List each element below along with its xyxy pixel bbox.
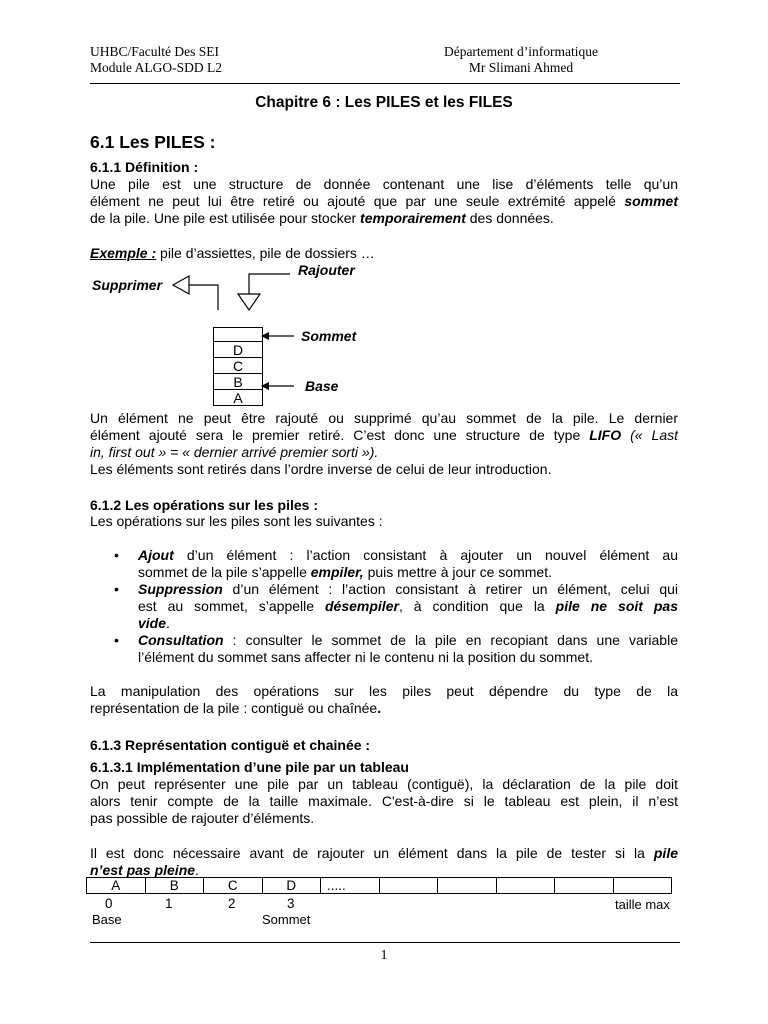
array-cell: D — [262, 878, 321, 894]
stack-cell-empty — [214, 328, 263, 342]
impl-paragraph — [90, 776, 678, 827]
definition-line: Une pile est une structure de donnée contenant une lise d’éléments telle qu’un — [90, 176, 678, 192]
supprimer-arrow-head-icon — [173, 276, 189, 294]
array-index: 0 — [105, 896, 113, 911]
manipulation-text: représentation de la pile : contiguë ou chaînée — [90, 700, 378, 716]
definition-paragraph — [90, 176, 678, 227]
bullet-text: d’un élément : l’action consistant à retirer un élément, celui qui — [222, 581, 678, 597]
array-cell — [379, 878, 438, 894]
example-text: pile d’assiettes, pile de dossiers … — [156, 245, 375, 261]
term-desempiler: désempiler — [325, 598, 399, 614]
lifo-line: Les éléments sont retirés dans l’ordre inverse de celui de leur introduction. — [90, 461, 552, 477]
term-temporairement: temporairement — [360, 210, 466, 226]
operations-list — [110, 547, 678, 666]
pointer-arrows — [258, 328, 300, 394]
header-rule — [90, 83, 680, 84]
stack-cell: C — [214, 358, 263, 374]
array-cell — [496, 878, 555, 894]
array-cell: C — [204, 878, 263, 894]
manipulation-text: . — [377, 700, 382, 716]
array-table — [86, 877, 672, 894]
header-author: Mr Slimani Ahmed — [468, 60, 574, 75]
lifo-paragraph — [90, 410, 678, 478]
term-pile: pile — [653, 845, 678, 861]
stack-cell: B — [214, 374, 263, 390]
section-6-1-3-1-heading: 6.1.3.1 Implémentation d’une pile par un tableau — [90, 759, 409, 775]
label-sommet: Sommet — [301, 328, 357, 344]
rajouter-arrow-line — [249, 274, 290, 294]
bullet-text: , à condition que la — [398, 598, 556, 614]
label-rajouter: Rajouter — [298, 262, 355, 278]
test-text: Il est donc nécessaire avant de rajouter un élément dans la pile de tester si la — [90, 845, 654, 861]
supprimer-arrow-line — [189, 285, 218, 310]
stack-cell: A — [214, 390, 263, 406]
definition-text: de la pile. Une pile est utilisée pour stocker — [90, 210, 361, 226]
label-taille-max: taille max — [615, 897, 670, 912]
header-module: Module ALGO-SDD L2 — [90, 60, 222, 75]
label-supprimer: Supprimer — [92, 277, 163, 293]
definition-text: des données. — [465, 210, 554, 226]
section-6-1-2-heading: 6.1.2 Les opérations sur les piles : — [90, 497, 318, 513]
page-number: 1 — [380, 948, 388, 963]
header-right — [432, 44, 610, 76]
section-6-1-3-heading: 6.1.3 Représentation contiguë et chainée : — [90, 737, 371, 753]
term-pas-pleine: n’est pas pleine — [90, 862, 196, 878]
bullet-text: : consulter le sommet de la pile en recopiant dans une variable — [223, 632, 678, 648]
bullet-text: l’élément du sommet sans affecter ni le contenu ni la position du sommet. — [138, 649, 593, 665]
array-index: 1 — [165, 896, 173, 911]
test-text: . — [195, 862, 199, 878]
array-cell: B — [145, 878, 204, 894]
header-left — [90, 44, 222, 76]
term-vide: vide — [138, 615, 167, 631]
array-cell — [613, 878, 672, 894]
lifo-line: in, first out » = « dernier arrivé premier sorti »). — [90, 444, 379, 460]
bullet-text: d’un élément : l’action consistant à ajouter un nouvel élément au — [173, 547, 678, 563]
label-array-sommet: Sommet — [262, 912, 311, 927]
stack-cell: D — [214, 342, 263, 358]
array-cell — [438, 878, 497, 894]
term-pile-ne-soit-pas: pile ne soit pas — [555, 598, 678, 614]
array-cell: A — [87, 878, 146, 894]
term-suppression: Suppression — [138, 581, 223, 597]
lifo-text: (« Last — [621, 427, 678, 443]
list-item — [110, 547, 678, 581]
list-item — [110, 632, 678, 666]
term-ajout: Ajout — [138, 547, 174, 563]
term-sommet: sommet — [624, 193, 678, 209]
stack-arrows-diagram — [160, 264, 300, 316]
list-item — [110, 581, 678, 632]
example-label: Exemple : — [90, 245, 157, 261]
sommet-arrow-icon — [261, 332, 269, 340]
label-base: Base — [305, 378, 339, 394]
lifo-text: élément ajouté sera le premier retiré. C’est donc une structure de type — [90, 427, 590, 443]
array-index: 2 — [228, 896, 236, 911]
chapter-title: Chapitre 6 : Les PILES et les FILES — [255, 94, 513, 111]
impl-line: On peut représenter une pile par un tableau (contiguë), la déclaration de la pile doit — [90, 776, 678, 792]
manipulation-paragraph — [90, 683, 678, 717]
base-arrow-icon — [261, 382, 269, 390]
label-array-base: Base — [92, 912, 122, 927]
manipulation-line: La manipulation des opérations sur les piles peut dépendre du type de la — [90, 683, 678, 699]
header-faculty: UHBC/Faculté Des SEI — [90, 44, 219, 59]
lifo-line: Un élément ne peut être rajouté ou supprimé qu’au sommet de la pile. Le dernier — [90, 410, 678, 426]
rajouter-arrow-head-icon — [238, 294, 260, 310]
bullet-text: puis mettre à jour ce sommet. — [363, 564, 552, 580]
section-6-1-heading: 6.1 Les PILES : — [90, 132, 216, 152]
section-6-1-1-heading: 6.1.1 Définition : — [90, 159, 199, 175]
impl-line: alors tenir compte de la taille maximale. C'est-à-dire si le tableau est plein, il n’est — [90, 793, 678, 809]
term-consultation: Consultation — [138, 632, 224, 648]
header-department: Département d’informatique — [443, 44, 599, 59]
bullet-text: est au sommet, s’appelle — [138, 598, 325, 614]
term-lifo: LIFO — [589, 427, 622, 443]
array-cell — [555, 878, 614, 894]
array-index: 3 — [287, 896, 295, 911]
stack-diagram — [213, 327, 263, 406]
example-line — [90, 245, 375, 261]
array-cell: ..... — [321, 878, 380, 894]
bullet-text: . — [166, 615, 170, 631]
impl-line: pas possible de rajouter d’éléments. — [90, 810, 315, 826]
term-empiler: empiler, — [310, 564, 364, 580]
test-paragraph — [90, 845, 678, 879]
bullet-text: sommet de la pile s’appelle — [138, 564, 311, 580]
footer-rule — [90, 942, 680, 943]
ops-intro: Les opérations sur les piles sont les suivantes : — [90, 513, 383, 529]
definition-text: élément ne peut lui être retiré ou ajouté que par une seule extrémité appelé — [90, 193, 625, 209]
